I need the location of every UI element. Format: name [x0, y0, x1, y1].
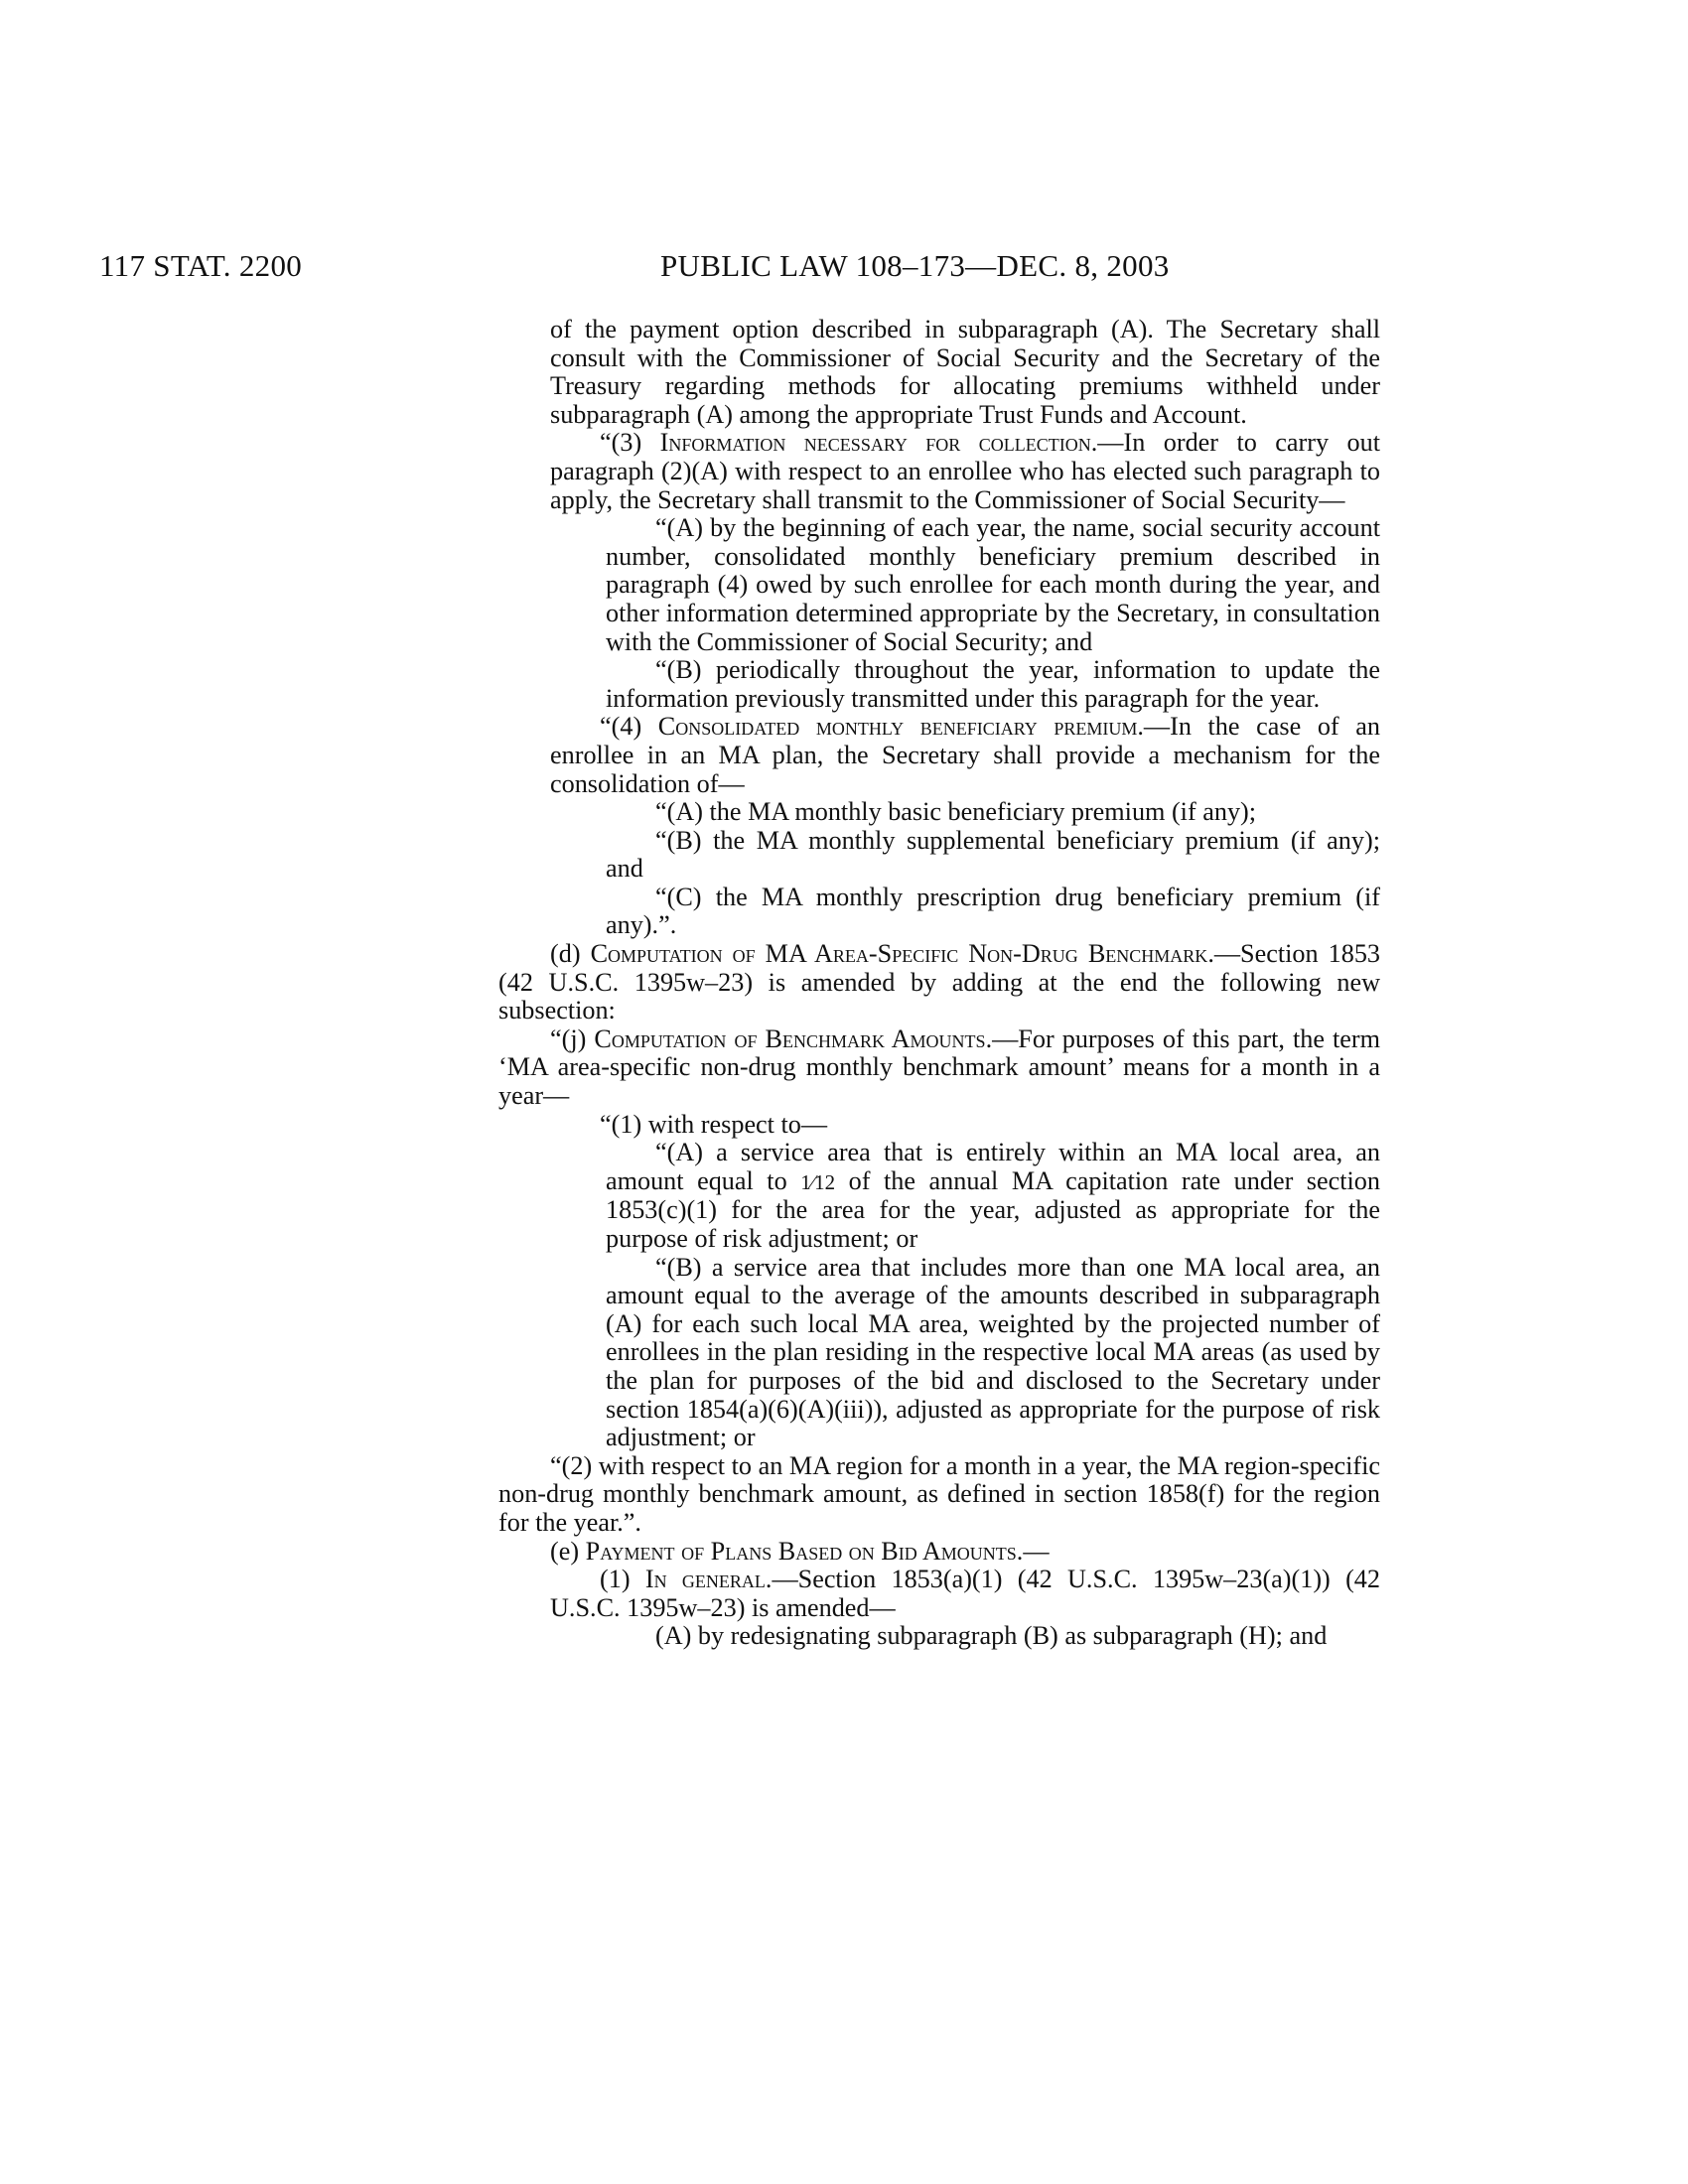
- text-run: of the annual MA capitation rate under section 1853(c)(1) for the area for the year, adjusted as appropriate for the purpose of risk adjustment; or: [606, 1165, 1380, 1253]
- text-run: “(A) a service area that is entirely within an MA local area, an amount equal to: [606, 1138, 1380, 1195]
- text-run: (e): [550, 1536, 586, 1566]
- text-run: “(1) with respect to—: [600, 1109, 828, 1139]
- statute-paragraph: [498, 798, 1380, 827]
- statute-paragraph: [498, 1254, 1380, 1452]
- text-run: .—Section 1853(a)(1) (42 U.S.C. 1395w–23(a)(1)) (42 U.S.C. 1395w–23) is amended—: [550, 1565, 1380, 1622]
- text-run: “(B) periodically throughout the year, information to update the information previously transmitted under this paragraph for the year.: [606, 655, 1380, 713]
- text-run: of the payment option described in subparagraph (A). The Secretary shall consult with the Commissioner of Social Security and the Secretary of the Treasury regarding methods for allocating premiums withheld under subparagraph (A) among the appropriate Trust Funds and Account.: [550, 315, 1380, 429]
- text-run: “(B) a service area that includes more than one MA local area, an amount equal to the average of the amounts described in subparagraph (A) for each such local MA area, weighted by the projected number of enrollees in the plan residing in the respective local MA areas (as used by the plan for purposes of the bid and disclosed to the Secretary under section 1854(a)(6)(A)(iii)), adjusted as appropriate for the purpose of risk adjustment; or: [606, 1252, 1380, 1452]
- running-header-title: PUBLIC LAW 108–173—DEC. 8, 2003: [660, 248, 1170, 283]
- text-run: .—In the case of an enrollee in an MA plan, the Secretary shall provide a mechanism for the consolidation of—: [550, 712, 1381, 798]
- text-run: “(4): [600, 712, 658, 742]
- statute-paragraph: [498, 1025, 1380, 1111]
- text-run: .—Section 1853 (42 U.S.C. 1395w–23) is amended by adding at the end the following new subsection:: [498, 939, 1381, 1025]
- stat-page-reference: 117 STAT. 2200: [99, 248, 303, 283]
- statute-paragraph: [498, 316, 1380, 429]
- statute-paragraph: [498, 827, 1380, 884]
- section-heading: Consolidated monthly beneficiary premium: [657, 712, 1138, 742]
- text-run: “(j): [550, 1024, 595, 1053]
- section-heading: Computation of MA Area-Specific Non-Drug Benchmark: [590, 939, 1208, 969]
- statute-paragraph: [498, 884, 1380, 940]
- text-run: .—In order to carry out paragraph (2)(A) with respect to an enrollee who has elected such paragraph to apply, the Secretary shall transmit to the Commissioner of Social Security—: [550, 428, 1380, 514]
- text-run: “(3): [600, 428, 660, 458]
- statute-body: [498, 316, 1380, 1651]
- text-run: .—For purposes of this part, the term ‘MA area-specific non-drug monthly benchmark amount’ means for a month in a year—: [498, 1024, 1381, 1111]
- statute-paragraph: [498, 514, 1380, 656]
- section-heading: In general: [644, 1565, 766, 1594]
- text-run: “(A) the MA monthly basic beneficiary premium (if any);: [655, 797, 1257, 827]
- statute-paragraph: [498, 1452, 1380, 1538]
- statute-paragraph: [498, 429, 1380, 514]
- text-run: (d): [550, 939, 591, 969]
- statute-paragraph: [498, 940, 1380, 1025]
- text-run: .—: [1016, 1536, 1050, 1566]
- statute-paragraph: [498, 1139, 1380, 1253]
- text-run: “(A) by the beginning of each year, the name, social security account number, consolidated monthly beneficiary premium described in paragraph (4) owed by such enrollee for each month during the year, and other information determined appropriate by the Secretary, in consultation with the Commissioner of Social Security; and: [606, 513, 1380, 656]
- statute-paragraph: [498, 656, 1380, 713]
- statute-paragraph: [498, 1538, 1380, 1567]
- fraction: 1⁄12: [800, 1169, 836, 1194]
- text-run: “(C) the MA monthly prescription drug beneficiary premium (if any).”.: [606, 882, 1380, 940]
- section-heading: Information necessary for collection: [659, 428, 1091, 458]
- section-heading: Computation of Benchmark Amounts: [594, 1024, 986, 1053]
- statute-paragraph: [498, 1622, 1380, 1651]
- text-run: (1): [600, 1565, 645, 1594]
- text-run: “(B) the MA monthly supplemental beneficiary premium (if any); and: [606, 825, 1380, 884]
- statute-paragraph: [498, 1566, 1380, 1622]
- section-heading: Payment of Plans Based on Bid Amounts: [585, 1536, 1017, 1566]
- statute-paragraph: [498, 713, 1380, 798]
- text-run: “(2) with respect to an MA region for a month in a year, the MA region-specific non-drug monthly benchmark amount, as defined in section 1858(f) for the region for the year.”.: [498, 1450, 1380, 1537]
- statute-paragraph: [498, 1111, 1380, 1140]
- text-run: (A) by redesignating subparagraph (B) as subparagraph (H); and: [655, 1621, 1328, 1651]
